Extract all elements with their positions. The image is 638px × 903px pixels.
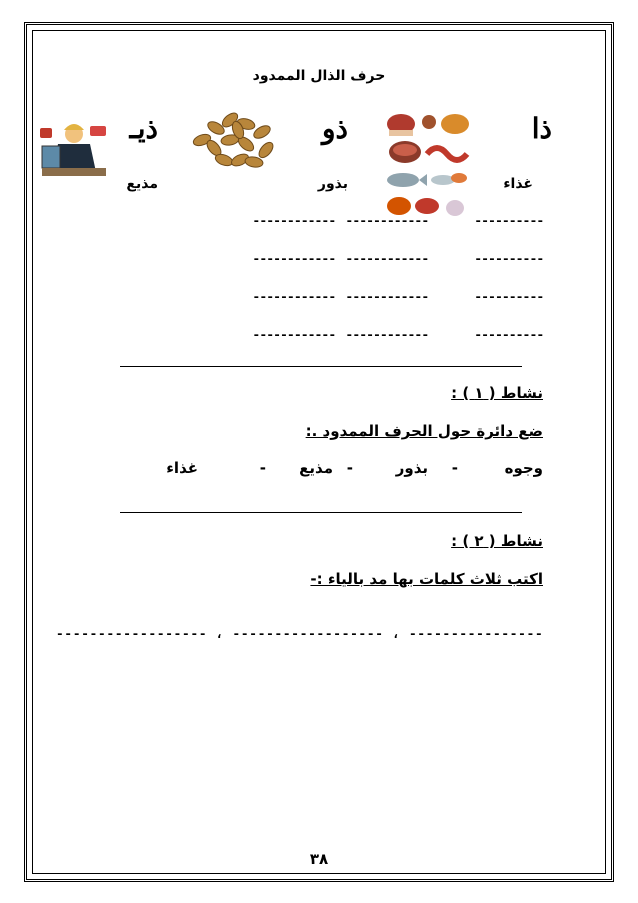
page-number: ٣٨ (309, 850, 329, 868)
seeds-image (190, 110, 280, 172)
blank-r1-c1: ---------- (473, 214, 543, 230)
blank-r1-c2: ------------ (345, 214, 428, 230)
broadcaster-image (38, 120, 110, 182)
section-divider-2 (120, 512, 522, 513)
word-budhur: بذور (317, 176, 348, 192)
blank-r3-c1: ---------- (473, 290, 543, 306)
blank-r1-c3: ------------ (252, 214, 335, 230)
page-title: حرف الذال الممدود (252, 68, 386, 84)
blank-r2-c2: ------------ (345, 252, 428, 268)
blank-r2-c3: ------------ (252, 252, 335, 268)
option-separator: - (259, 459, 266, 477)
activity1-instruction: ضع دائرة حول الحرف الممدود .: (305, 422, 543, 440)
activity1-option-budhur[interactable]: بذور (395, 459, 428, 477)
activity2-heading: نشاط ( ٢ ) : (451, 532, 543, 550)
food-image (383, 108, 471, 220)
letter-dhi: ذيـ (129, 112, 158, 145)
word-ghidha: غذاء (503, 176, 533, 192)
section-divider-1 (120, 366, 522, 367)
word-mudhi: مذيع (126, 176, 158, 192)
activity2-answer-blanks[interactable]: ------------------ ، ------------------ ، ---------------- (55, 627, 543, 643)
activity1-option-ghidha[interactable]: غذاء (166, 459, 198, 477)
activity2-instruction: اكتب ثلاث كلمات بها مد بالياء :- (310, 570, 543, 588)
activity1-option-mudhi[interactable]: مذيع (299, 459, 333, 477)
option-separator: - (346, 459, 353, 477)
blank-r3-c2: ------------ (345, 290, 428, 306)
option-separator: - (451, 459, 458, 477)
letter-dha: ذا (531, 112, 552, 145)
blank-r2-c1: ---------- (473, 252, 543, 268)
page-border-inner (32, 30, 606, 874)
letter-dhu: ذو (322, 112, 348, 145)
activity1-option-wujuh[interactable]: وجوه (504, 459, 543, 477)
blank-r3-c3: ------------ (252, 290, 335, 306)
blank-r4-c3: ------------ (252, 328, 335, 344)
blank-r4-c2: ------------ (345, 328, 428, 344)
blank-r4-c1: ---------- (473, 328, 543, 344)
activity1-heading: نشاط ( ١ ) : (451, 384, 543, 402)
